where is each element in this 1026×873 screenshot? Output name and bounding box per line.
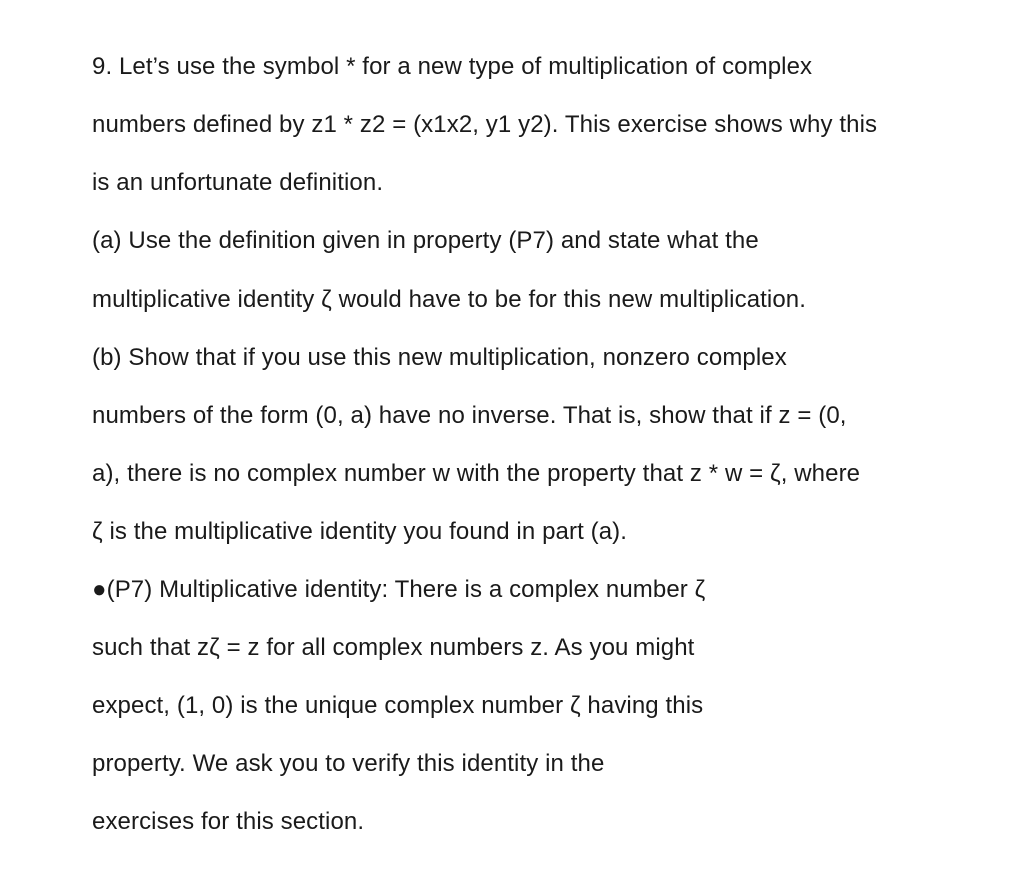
property-p7-line-2: such that zζ = z for all complex numbers z. As you might — [92, 634, 695, 661]
problem-9-statement-line-1: 9. Let’s use the symbol * for a new type of multiplication of complex — [92, 53, 813, 80]
property-p7-line-3: expect, (1, 0) is the unique complex number ζ having this — [92, 692, 704, 719]
property-p7-line-4: property. We ask you to verify this identity in the — [92, 750, 605, 777]
part-a-line-1: (a) Use the definition given in property (P7) and state what the — [92, 227, 759, 254]
part-b-line-2: numbers of the form (0, a) have no inverse. That is, show that if z = (0, — [92, 402, 847, 429]
part-b-line-3: a), there is no complex number w with the property that z * w = ζ, where — [92, 460, 861, 487]
part-b-line-4: ζ is the multiplicative identity you found in part (a). — [92, 518, 627, 545]
part-b-line-1: (b) Show that if you use this new multiplication, nonzero complex — [92, 344, 787, 371]
problem-9-statement-line-2: numbers defined by z1 * z2 = (x1x2, y1 y2). This exercise shows why this — [92, 111, 878, 138]
property-p7-line-1: ●(P7) Multiplicative identity: There is a complex number ζ — [92, 576, 706, 603]
property-p7-line-5: exercises for this section. — [92, 808, 365, 835]
problem-9-statement-line-3: is an unfortunate definition. — [92, 169, 384, 196]
part-a-line-2: multiplicative identity ζ would have to be for this new multiplication. — [92, 286, 807, 313]
